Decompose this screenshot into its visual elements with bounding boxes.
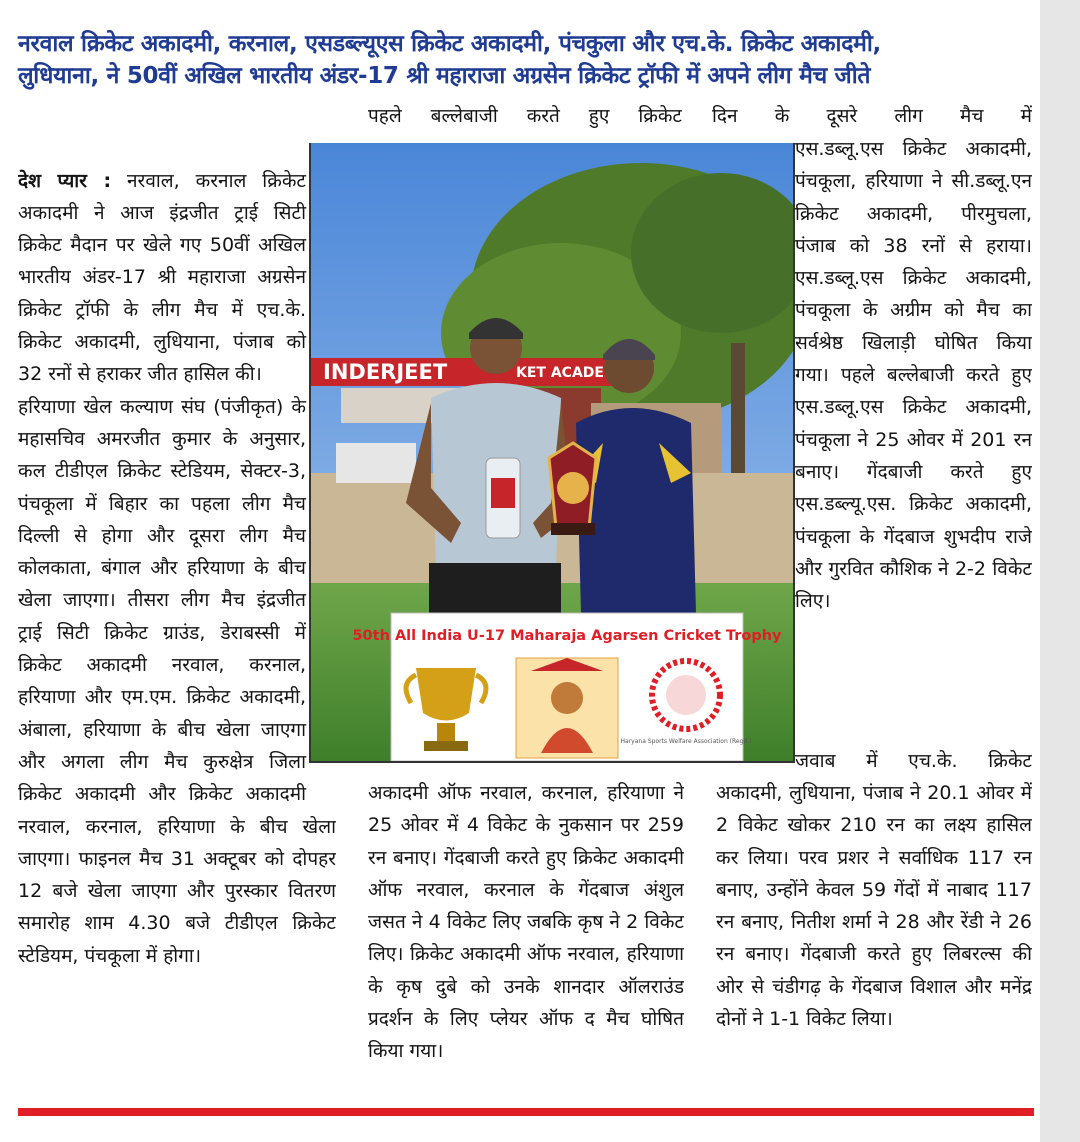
sign-text: INDERJEET: [323, 360, 448, 384]
col2-top-line: पहले बल्लेबाजी करते हुए क्रिकेट: [368, 105, 682, 127]
col1-paragraph-2: हरियाणा खेल कल्याण संघ (पंजीकृत) के महासचिव अमरजीत कुमार के अनुसार, कल टीडीएल क्रिकेट स्टेडियम, सेक्टर-3, पंचकूला में बिहार का पहला लीग मैच दिल्ली से होगा और दूसरा लीग मैच कोलकाता, बंगाल और हरियाणा के बीच खेला जाएगा। तीसरा लीग मैच इंद्रजीत ट्राई सिटी क्रिकेट ग्राउंड, डेराबस्सी में क्रिकेट अकादमी नरवाल, करनाल, हरियाणा और एम.एम. क्रिकेट अकादमी, अंबाला, हरियाणा के बीच खेला जाएगा और अगला लीग मैच कुरुक्षेत्र जिला क्रिकेट अकादमी और क्रिकेट अकादमी नरवाल, करनाल, हरियाणा के बीच खेला जाएगा। फाइनल मैच 31 अक्टूबर को दोपहर 12 बजे खेला जाएगा और पुरस्कार वितरण समारोह शाम 4.30 बजे टीडीएल क्रिकेट स्टेडियम, पंचकूला में होगा।: [18, 395, 336, 967]
news-photo: [309, 143, 795, 763]
col1-paragraph-1: नरवाल, करनाल क्रिकेट अकादमी ने आज इंद्रजीत ट्राई सिटी क्रिकेट मैदान पर खेले गए 50वीं अखिल भारतीय अंडर-17 श्री महाराजा अग्रसेन क्रिकेट ट्रॉफी के लीग मैच में एच.के. क्रिकेट अकादमी, लुधियाना, पंजाब को 32 रनों से हराकर जीत हासिल की।: [18, 169, 306, 386]
banner-title: 50th All India U-17 Maharaja Agarsen Cricket Trophy: [352, 628, 782, 644]
seal-text: Haryana Sports Welfare Association (Regd.): [620, 738, 752, 745]
col3-bottom-text: अकादमी, लुधियाना, पंजाब ने 20.1 ओवर में 2 विकेट खोकर 210 रन का लक्ष्य हासिल कर लिया। परव प्रशर ने सर्वाधिक 117 रन बनाए, उन्होंने केवल 59 गेंदों में नाबाद 117 रन बनाए, नितीश शर्मा ने 28 और रेंडी ने 26 रन बनाए। गेंदबाजी करते हुए लिबरल्स की ओर से चंडीगढ़ के गेंदबाज विशाल और मनेंद्र दोनों ने 1-1 विकेट लिया।: [716, 782, 1032, 1031]
sign-text-2: KET ACADE: [516, 365, 604, 381]
col3-side-text: एस.डब्लू.एस क्रिकेट अकादमी, पंचकूला, हरियाणा ने सी.डब्लू.एन क्रिकेट अकादमी, पीरमुचला, पंजाब को 38 रनों से हराया। एस.डब्लू.एस क्रिकेट अकादमी, पंचकूला के अग्रीम को मैच का सर्वश्रेष्ठ खिलाड़ी घोषित किया गया। पहले बल्लेबाजी करते हुए एस.डब्लू.एस क्रिकेट अकादमी, पंचकूला ने 25 ओवर में 201 रन बनाए। गेंदबाजी करते हुए एस.डब्ल्यू.एस. क्रिकेट अकादमी, पंचकूला के गेंदबाज शुभदीप राजे और गुरवित कौशिक ने 2-2 विकेट लिए।: [795, 138, 1032, 613]
column-1-text: [18, 100, 336, 1100]
headline: नरवाल क्रिकेट अकादमी, करनाल, एसडब्ल्यूएस क्रिकेट अकादमी, पंचकुला और एच.के. क्रिकेट अकादमी, लुधियाना, ने 50वीं अखिल भारतीय अंडर-17 श्री महाराजा अग्रसेन क्रिकेट ट्रॉफी में अपने लीग मैच जीते: [18, 31, 881, 89]
col2-bottom-text: अकादमी ऑफ नरवाल, करनाल, हरियाणा ने 25 ओवर में 4 विकेट के नुकसान पर 259 रन बनाए। गेंदबाजी करते हुए क्रिकेट अकादमी ऑफ नरवाल, करनाल के गेंदबाज अंशुल जसत ने 4 विकेट लिए जबकि कृष ने 2 विकेट लिए। क्रिकेट अकादमी ऑफ नरवाल, हरियाणा के कृष दुबे को उनके शानदार ऑलराउंड प्रदर्शन के लिए प्लेयर ऑफ द मैच घोषित किया गया।: [368, 782, 684, 1063]
col3-side-text-2: जवाब में एच.के. क्रिकेट: [795, 750, 1032, 772]
bottom-red-rule: [18, 1108, 1034, 1116]
trophy-presentation-photo: [311, 143, 793, 761]
dateline: देश प्यार :: [18, 169, 112, 192]
col3-top-line: दिन के दूसरे लीग मैच में: [712, 105, 1032, 127]
